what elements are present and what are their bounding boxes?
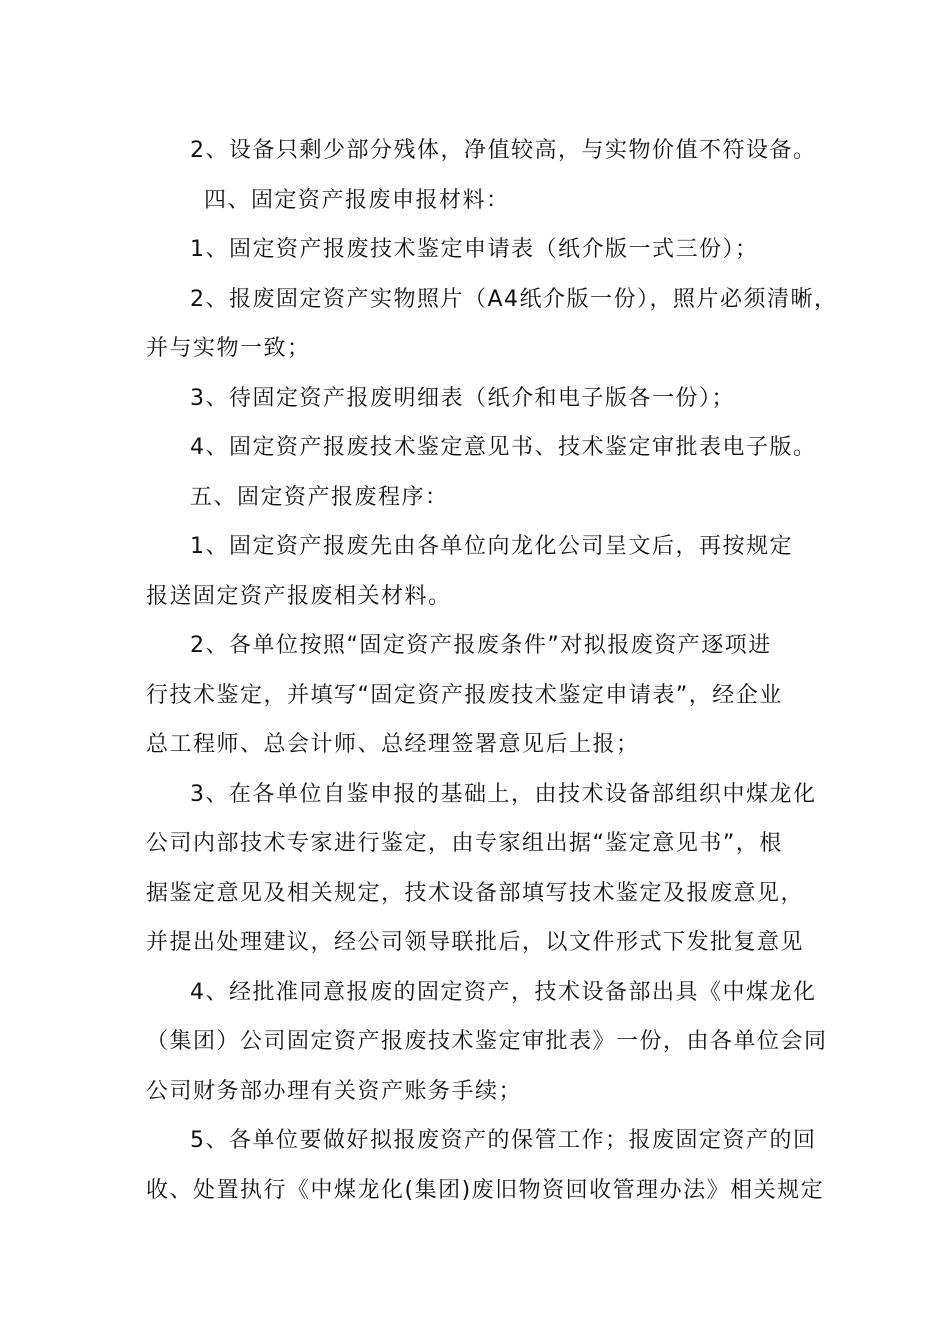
- paragraph-line: 2、各单位按照“固定资产报废条件”对拟报废资产逐项进: [190, 633, 772, 658]
- paragraph-line: 公司财务部办理有关资产账务手续；: [146, 1078, 523, 1104]
- paragraph-line: 据鉴定意见及相关规定，技术设备部填写技术鉴定及报废意见，: [146, 880, 805, 906]
- section-heading: 四、固定资产报废申报材料：: [204, 187, 510, 213]
- paragraph-line: 1、固定资产报废技术鉴定申请表（纸介版一式三份）；: [190, 237, 759, 262]
- paragraph-line: 4、固定资产报废技术鉴定意见书、技术鉴定审批表电子版。: [190, 435, 817, 460]
- paragraph-line: 并与实物一致；: [146, 336, 311, 361]
- section-heading: 五、固定资产报废程序：: [190, 484, 449, 510]
- paragraph-line: 4、经批准同意报废的固定资产，技术设备部出具《中煤龙化: [190, 979, 817, 1005]
- paragraph-line: 2、设备只剩少部分残体，净值较高，与实物价值不符设备。: [190, 138, 817, 163]
- paragraph-line: 3、待固定资产报废明细表（纸介和电子版各一份）；: [190, 385, 735, 411]
- paragraph-line: 3、在各单位自鉴申报的基础上，由技术设备部组织中煤龙化: [190, 781, 817, 807]
- paragraph-line: 总工程师、总会计师、总经理签署意见后上报；: [146, 732, 640, 757]
- paragraph-line: 2、报废固定资产实物照片（A4纸介版一份），照片必须清晰，: [190, 286, 838, 312]
- document-body: [146, 126, 838, 1215]
- paragraph-line: 公司内部技术专家进行鉴定，由专家组出据“鉴定意见书”，根: [146, 831, 783, 856]
- paragraph-line: 并提出处理建议，经公司领导联批后，以文件形式下发批复意见: [146, 930, 805, 955]
- paragraph-line: 行技术鉴定，并填写“固定资产报废技术鉴定申请表”，经企业: [146, 682, 783, 708]
- paragraph-line: （集团）公司固定资产报废技术鉴定审批表》一份，由各单位会同: [146, 1029, 828, 1054]
- paragraph-line: 收、处置执行《中煤龙化(集团)废旧物资回收管理办法》相关规定: [146, 1177, 825, 1203]
- paragraph-line: 报送固定资产报废相关材料。: [146, 583, 452, 609]
- paragraph-line: 1、固定资产报废先由各单位向龙化公司呈文后，再按规定: [190, 534, 793, 559]
- paragraph-line: 5、各单位要做好拟报废资产的保管工作；报废固定资产的回: [190, 1128, 817, 1153]
